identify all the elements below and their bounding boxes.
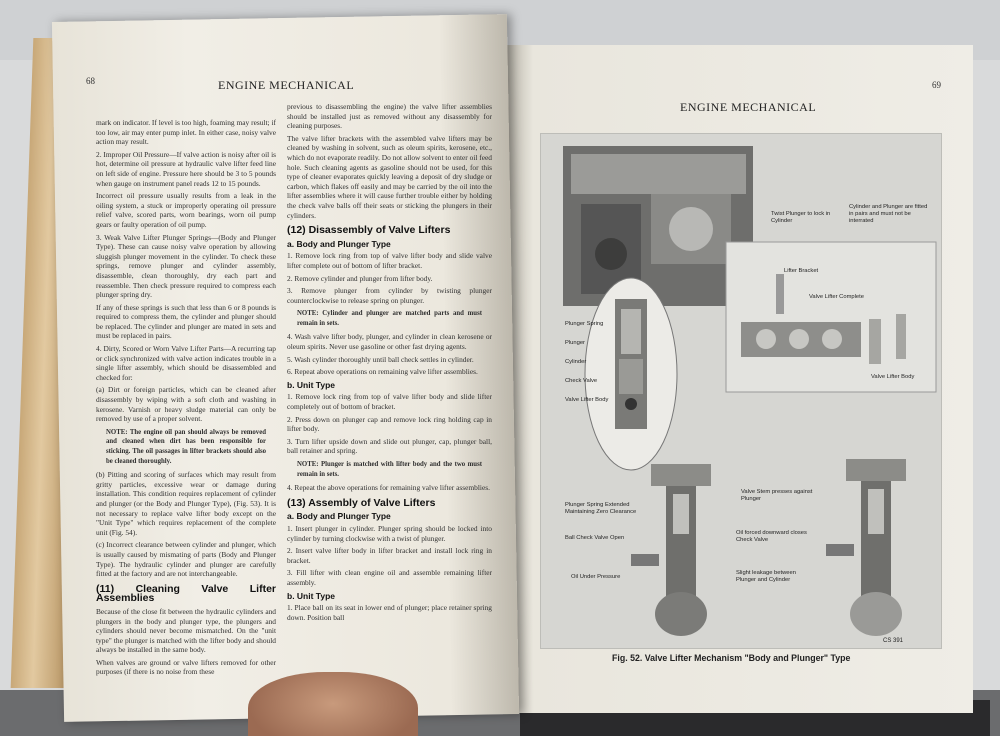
paragraph: (a) Dirt or foreign particles, which can be cleaned after disassembly by wiping with a soft cloth and washing in kerosene. Varnish or heavy sludge material can only be removed by use of a proper solvent. xyxy=(96,385,276,424)
label-valve-stem-presses: Valve Stem presses against Plunger xyxy=(741,489,813,502)
label-slight-leakage: Slight leakage between Plunger and Cylinder xyxy=(736,570,796,583)
label-spring-extended: Plunger Spring Extended Maintaining Zero Clearance xyxy=(565,502,637,515)
label-twist-plunger: Twist Plunger to lock in Cylinder xyxy=(771,211,831,224)
note: NOTE: Cylinder and plunger are matched parts and must remain in sets. xyxy=(297,310,482,327)
paragraph: 4. Dirty, Scored or Worn Valve Lifter Parts—A recurring tap or click synchronized with valve action indicates trouble in a single lifter assembly, which should be disassembled and checked for: xyxy=(96,344,276,382)
figure-code: CS 391 xyxy=(883,638,904,644)
step: 1. Remove lock ring from top of valve lifter body and slide valve lifter complete out of bottom of lifter bracket. xyxy=(287,251,492,270)
section-heading-12: (12) Disassembly of Valve Lifters xyxy=(287,224,451,237)
paragraph: (c) Incorrect clearance between cylinder and plunger, which is usually caused by mismating of parts (Body and Plunger Type). The hydraulic cylinder and plunger are carefully fitted at the factory and are not interchangeable. xyxy=(96,540,276,579)
label-plunger-spring: Plunger Spring xyxy=(565,321,604,327)
left-running-head: ENGINE MECHANICAL xyxy=(218,78,355,92)
step: 6. Repeat above operations on remaining valve lifter assemblies. xyxy=(287,367,478,377)
step: 2. Remove cylinder and plunger from lifter body. xyxy=(287,273,433,283)
hand-thumb xyxy=(248,672,418,736)
figure-52 xyxy=(540,133,942,649)
label-valve-lifter-body: Valve Lifter Body xyxy=(565,397,609,403)
right-page-number: 69 xyxy=(932,80,941,90)
left-column-2 xyxy=(287,102,492,702)
paragraph: previous to disassembling the engine) the valve lifter assemblies should be installed just as removed without any disassembly for cleaning purposes. xyxy=(287,102,492,131)
step: 5. Wash cylinder thoroughly until ball check settles in cylinder. xyxy=(287,354,474,364)
paragraph: The valve lifter brackets with the assembled valve lifters may be cleaned by washing in solvent, such as oleum spirits, kerosene, etc., which do not evaporate readily. Do not allow solvent to enter oil feed hole. Such cleaning agents as gasoline should not be used, for this type of cleaner evaporates quickly leaving a deposit of dry sludge or carbon, which flakes off easily and may be carried by the oil into the lifter assemblies where it will cause further trouble either by holding the check valve balls off their seats or sticking the plungers in their cylinders. xyxy=(287,133,492,220)
paragraph: 3. Weak Valve Lifter Plunger Springs—(Body and Plunger Type). These can cause noisy valve operation by allowing sluggish plunger movement in the cylinder. To check these springs, remove plunger and cylinder assembly, disassemble, clean thoroughly, dry each part and reassemble. Then check pressure required to compress each plunger spring dry. xyxy=(96,232,276,300)
step: 1. Insert plunger in cylinder. Plunger spring should be locked into cylinder by turning clockwise with a twist of plunger. xyxy=(287,523,492,543)
step: 3. Fill lifter with clean engine oil and assemble remaining lifter assembly. xyxy=(287,568,492,587)
left-page-number: 68 xyxy=(86,76,95,86)
label-valve-lifter-body-inset: Valve Lifter Body xyxy=(871,374,915,380)
paragraph: Because of the close fit between the hydraulic cylinders and plungers in the body and plunger type, the plungers and cylinders should never become mismatched. On the "unit type" the plunger is matched with the lifter body and should always be installed in the same body. xyxy=(96,606,276,655)
label-oil-under-pressure: Oil Under Pressure xyxy=(571,574,621,580)
paragraph: mark on indicator. If level is too high, foaming may result; if too low, air may enter pump inlet. In either case, noisy valve action may result. xyxy=(96,118,276,147)
step: 1. Place ball on its seat in lower end of plunger; place retainer spring down. Position ball xyxy=(287,603,492,622)
section-heading-13: (13) Assembly of Valve Lifters xyxy=(287,496,436,509)
subheading: a. Body and Plunger Type xyxy=(287,511,391,522)
lifter-left-drawing xyxy=(651,464,711,486)
step: 1. Remove lock ring from top of valve lifter body and slide lifter completely out of bottom of bracket. xyxy=(287,392,492,412)
right-running-head: ENGINE MECHANICAL xyxy=(680,100,817,114)
step: 4. Wash valve lifter body, plunger, and cylinder in clean kerosene or oleum spirits. Never use gasoline or other fast drying agents. xyxy=(287,332,492,352)
paragraph: Incorrect oil pressure usually results from a leak in the oiling system, a stuck or improperly operating oil pressure relief valve, scored parts, worn bearings, worn oil pump gears or faulty operation of oil pump. xyxy=(96,191,276,229)
label-valve-lifter-complete: Valve Lifter Complete xyxy=(809,294,864,300)
paragraph: (b) Pitting and scoring of surfaces which may result from gritty particles, excessive wear or damage during installation. This condition requires replacement of cylinder and plunger (or the Body and Plunger Type), (Fig. 53). It is not necessary to replace valve lifter body except on the "Unit Type" which requires replacement of the complete unit (Fig. 54). xyxy=(96,470,276,537)
section-heading-11: (11) Cleaning Valve Lifter Assemblies xyxy=(96,582,276,605)
label-cylinder-plunger-pairs: Cylinder and Plunger are fitted in pairs and must not be interrated xyxy=(849,204,928,224)
left-column-1 xyxy=(96,118,276,678)
label-plunger: Plunger xyxy=(565,340,585,346)
lifter-right-drawing xyxy=(846,459,906,481)
label-cylinder: Cylinder xyxy=(565,359,587,365)
paragraph: When valves are ground or valve lifters removed for other purposes (if there is no noise from these xyxy=(96,657,276,677)
note: NOTE: Plunger is matched with lifter body and the two must remain in sets. xyxy=(297,461,482,478)
subheading: b. Unit Type xyxy=(287,379,336,390)
label-ball-check-open: Ball Check Valve Open xyxy=(565,535,625,541)
label-oil-forced-downward: Oil forced downward closes Check Valve xyxy=(736,530,807,543)
step: 4. Repeat the above operations for remaining valve lifter assemblies. xyxy=(287,483,490,493)
label-lifter-bracket: Lifter Bracket xyxy=(784,268,819,274)
step: 3. Remove plunger from cylinder by twisting plunger counterclockwise to release spring on plunger. xyxy=(287,286,492,305)
step: 2. Press down on plunger cap and remove lock ring holding cap in lifter body. xyxy=(287,414,492,434)
subheading: b. Unit Type xyxy=(287,590,336,601)
step: 3. Turn lifter upside down and slide out plunger, cap, plunger ball, ball retainer and spring. xyxy=(287,436,492,456)
label-check-valve: Check Valve xyxy=(565,378,598,384)
paragraph: If any of these springs is such that less than 6 or 8 pounds is required to compress them, the cylinder and plunger should be replaced. The cylinder and plunger are mated in sets and must be replaced in pairs. xyxy=(96,302,276,341)
figure-caption: Fig. 52. Valve Lifter Mechanism "Body and Plunger" Type xyxy=(612,653,851,663)
step: 2. Insert valve lifter body in lifter bracket and install lock ring in bracket. xyxy=(287,546,492,565)
paragraph: 2. Improper Oil Pressure—If valve action is noisy after oil is hot, determine oil pressure at hydraulic valve lifter feed line on left side of engine. Pressure here should be 3 to 5 pounds when gauge on instrument panel reads 12 to 15 pounds. xyxy=(96,149,276,188)
subheading: a. Body and Plunger Type xyxy=(287,238,391,249)
note: NOTE: The engine oil pan should always be removed and cleaned when dirt has been responsible for sticking. The oil passages in lifter brackets should also be cleaned thoroughly. xyxy=(106,428,266,465)
